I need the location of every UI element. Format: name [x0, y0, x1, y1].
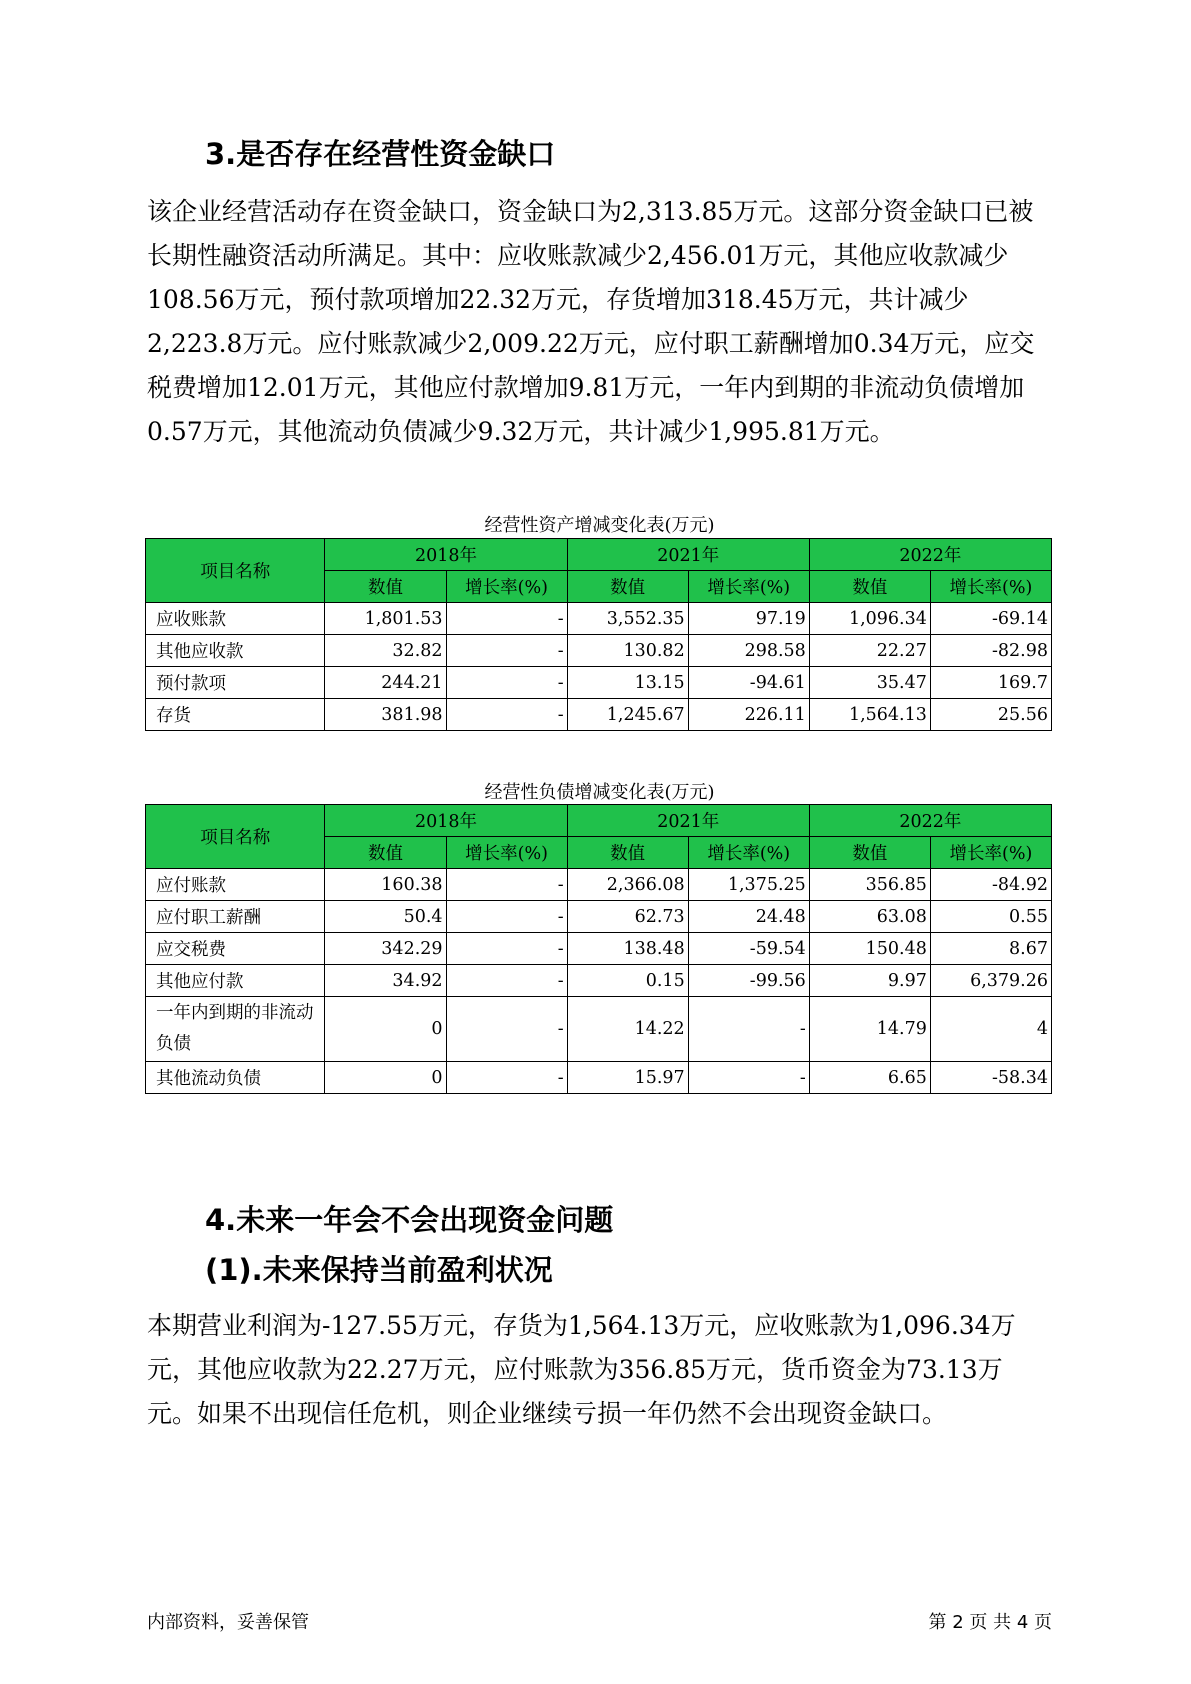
cell: -82.98 [930, 635, 1051, 667]
cell: 150.48 [809, 933, 930, 965]
asset-value-header: 数值 [567, 571, 688, 603]
liability-name-header: 项目名称 [146, 805, 325, 869]
cell: - [446, 603, 567, 635]
cell: 169.7 [930, 667, 1051, 699]
table-row [146, 603, 1052, 635]
cell: 3,552.35 [567, 603, 688, 635]
cell: 1,245.67 [567, 699, 688, 731]
cell: 130.82 [567, 635, 688, 667]
liability-growth-header: 增长率(%) [930, 837, 1051, 869]
asset-growth-header: 增长率(%) [446, 571, 567, 603]
cell: 15.97 [567, 1062, 688, 1094]
row-name: 存货 [146, 699, 325, 731]
row-name: 其他流动负债 [146, 1062, 325, 1094]
cell: 1,096.34 [809, 603, 930, 635]
cell: 14.79 [809, 997, 930, 1062]
cell: - [446, 699, 567, 731]
cell: 0.15 [567, 965, 688, 997]
table-row [146, 965, 1052, 997]
cell: 1,375.25 [688, 869, 809, 901]
row-name: 应交税费 [146, 933, 325, 965]
table-row [146, 997, 1052, 1062]
cell: 1,801.53 [325, 603, 446, 635]
row-name: 一年内到期的非流动负债 [146, 997, 325, 1062]
asset-value-header: 数值 [809, 571, 930, 603]
cell: 6.65 [809, 1062, 930, 1094]
section4-heading: 4.未来一年会不会出现资金问题 [205, 1203, 614, 1237]
section3-paragraph: 该企业经营活动存在资金缺口，资金缺口为2,313.85万元。这部分资金缺口已被长期性融资活动所满足。其中：应收账款减少2,456.01万元，其他应收款减少108.56万元，预付款项增加22.32万元，存货增加318.45万元，共计减少2,223.8万元。应付账款减少2,009.22万元，应付职工薪酬增加0.34万元，应交税费增加12.01万元，其他应付款增加9.81万元，一年内到期的非流动负债增加0.57万元，其他流动负债减少9.32万元，共计减少1,995.81万元。 [147, 197, 1035, 446]
cell: 2,366.08 [567, 869, 688, 901]
liability-growth-header: 增长率(%) [446, 837, 567, 869]
cell: -84.92 [930, 869, 1051, 901]
row-name: 应付账款 [146, 869, 325, 901]
cell: 35.47 [809, 667, 930, 699]
cell: 62.73 [567, 901, 688, 933]
cell: 0.55 [930, 901, 1051, 933]
footer-note: 内部资料，妥善保管 [147, 1612, 309, 1633]
page-number: 第 2 页 共 4 页 [928, 1612, 1052, 1633]
cell: 0 [325, 997, 446, 1062]
cell: 8.67 [930, 933, 1051, 965]
cell: -69.14 [930, 603, 1051, 635]
liability-year-header: 2018年 [325, 805, 567, 837]
row-name: 其他应付款 [146, 965, 325, 997]
cell: - [446, 869, 567, 901]
cell: 226.11 [688, 699, 809, 731]
liability-value-header: 数值 [325, 837, 446, 869]
cell: -58.34 [930, 1062, 1051, 1094]
asset-year-header: 2018年 [325, 539, 567, 571]
liability-year-header: 2021年 [567, 805, 809, 837]
row-name: 其他应收款 [146, 635, 325, 667]
asset-table-caption: 经营性资产增减变化表(万元) [484, 515, 715, 536]
cell: 50.4 [325, 901, 446, 933]
cell: - [446, 667, 567, 699]
table-row [146, 1062, 1052, 1094]
table-row [146, 901, 1052, 933]
cell: 160.38 [325, 869, 446, 901]
asset-name-header: 项目名称 [146, 539, 325, 603]
cell: -59.54 [688, 933, 809, 965]
section4-subheading: (1).未来保持当前盈利状况 [205, 1253, 553, 1287]
cell: - [446, 997, 567, 1062]
liability-growth-header: 增长率(%) [688, 837, 809, 869]
cell: 25.56 [930, 699, 1051, 731]
asset-year-header: 2022年 [809, 539, 1051, 571]
asset-growth-header: 增长率(%) [688, 571, 809, 603]
cell: 356.85 [809, 869, 930, 901]
liability-value-header: 数值 [567, 837, 688, 869]
cell: 0 [325, 1062, 446, 1094]
cell: - [446, 933, 567, 965]
asset-growth-header: 增长率(%) [930, 571, 1051, 603]
cell: 381.98 [325, 699, 446, 731]
section4-paragraph: 本期营业利润为-127.55万元，存货为1,564.13万元，应收账款为1,096.34万元，其他应收款为22.27万元，应付账款为356.85万元，货币资金为73.13万元。如果不出现信任危机，则企业继续亏损一年仍然不会出现资金缺口。 [147, 1311, 1016, 1428]
cell: 244.21 [325, 667, 446, 699]
asset-table [145, 538, 1052, 731]
cell: 13.15 [567, 667, 688, 699]
cell: - [446, 901, 567, 933]
liability-table-caption: 经营性负债增减变化表(万元) [484, 782, 715, 803]
cell: 22.27 [809, 635, 930, 667]
cell: - [688, 997, 809, 1062]
cell: -94.61 [688, 667, 809, 699]
cell: - [688, 1062, 809, 1094]
cell: - [446, 635, 567, 667]
table-row [146, 699, 1052, 731]
cell: - [446, 1062, 567, 1094]
cell: 342.29 [325, 933, 446, 965]
cell: 298.58 [688, 635, 809, 667]
asset-value-header: 数值 [325, 571, 446, 603]
liability-table [145, 804, 1052, 1094]
cell: -99.56 [688, 965, 809, 997]
cell: 34.92 [325, 965, 446, 997]
row-name: 应收账款 [146, 603, 325, 635]
cell: 24.48 [688, 901, 809, 933]
table-row [146, 667, 1052, 699]
cell: 138.48 [567, 933, 688, 965]
cell: - [446, 965, 567, 997]
cell: 63.08 [809, 901, 930, 933]
cell: 4 [930, 997, 1051, 1062]
cell: 6,379.26 [930, 965, 1051, 997]
cell: 97.19 [688, 603, 809, 635]
cell: 9.97 [809, 965, 930, 997]
cell: 32.82 [325, 635, 446, 667]
table-row [146, 869, 1052, 901]
cell: 1,564.13 [809, 699, 930, 731]
cell: 14.22 [567, 997, 688, 1062]
liability-year-header: 2022年 [809, 805, 1051, 837]
table-row [146, 933, 1052, 965]
liability-value-header: 数值 [809, 837, 930, 869]
row-name: 预付款项 [146, 667, 325, 699]
asset-year-header: 2021年 [567, 539, 809, 571]
row-name: 应付职工薪酬 [146, 901, 325, 933]
section3-heading: 3.是否存在经营性资金缺口 [205, 137, 556, 171]
table-row [146, 635, 1052, 667]
